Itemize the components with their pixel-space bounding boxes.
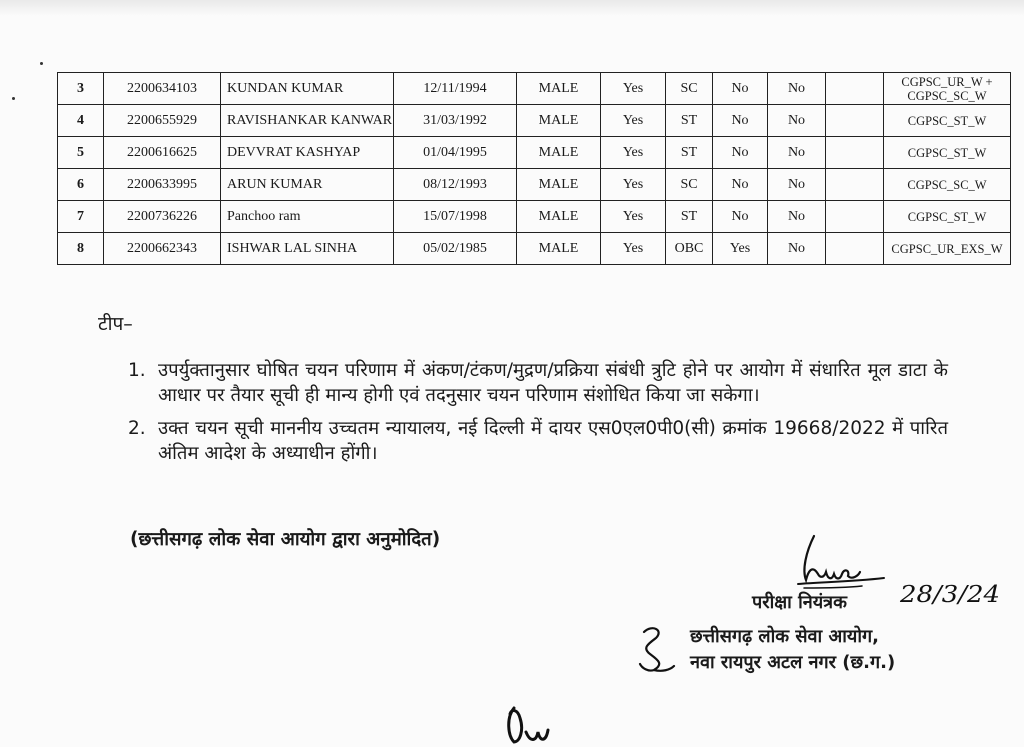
selection-category-line: CGPSC_UR_EXS_W <box>891 241 1003 256</box>
signature-date <box>898 574 1006 614</box>
category-cell: ST <box>666 105 713 137</box>
selection-category-line: CGPSC_SC_W <box>907 88 987 103</box>
serial-number-cell: 6 <box>58 169 104 201</box>
column-8-cell: Yes <box>713 233 768 265</box>
note-number: 2. <box>128 418 146 439</box>
office-name-line1: छत्तीसगढ़ लोक सेवा आयोग, <box>690 626 879 647</box>
selection-category-line: CGPSC_ST_W <box>907 145 987 160</box>
date-of-birth-cell: 15/07/1998 <box>394 201 517 233</box>
column-10-cell <box>826 233 884 265</box>
column-9-cell: No <box>768 73 826 105</box>
candidate-name-cell: KUNDAN KUMAR <box>221 73 394 105</box>
date-of-birth-cell: 01/04/1995 <box>394 137 517 169</box>
category-cell: SC <box>666 169 713 201</box>
selection-category-cell <box>884 169 1011 201</box>
table-row <box>58 137 1011 169</box>
gender-cell: MALE <box>517 73 601 105</box>
column-8-cell: No <box>713 201 768 233</box>
ink-speck <box>12 97 15 100</box>
gender-cell: MALE <box>517 105 601 137</box>
candidate-name-cell: Panchoo ram <box>221 201 394 233</box>
selection-category-cell <box>884 233 1011 265</box>
date-of-birth-cell: 12/11/1994 <box>394 73 517 105</box>
selection-category-line: CGPSC_SC_W <box>907 177 987 192</box>
selection-category-cell <box>884 137 1011 169</box>
roll-number-cell: 2200616625 <box>104 137 221 169</box>
table-row <box>58 201 1011 233</box>
candidate-name-cell: DEVVRAT KASHYAP <box>221 137 394 169</box>
serial-number-cell: 3 <box>58 73 104 105</box>
column-10-cell <box>826 105 884 137</box>
notes-list <box>128 358 948 474</box>
domicile-cell: Yes <box>601 137 666 169</box>
results-table <box>57 72 1011 265</box>
selection-category-cell <box>884 105 1011 137</box>
category-cell: OBC <box>666 233 713 265</box>
column-10-cell <box>826 137 884 169</box>
column-8-cell: No <box>713 137 768 169</box>
bottom-initial-mark <box>500 702 570 747</box>
roll-number-cell: 2200633995 <box>104 169 221 201</box>
column-9-cell: No <box>768 169 826 201</box>
roll-number-cell: 2200736226 <box>104 201 221 233</box>
note-item <box>128 416 948 466</box>
selection-category-line: CGPSC_ST_W <box>907 209 987 224</box>
roll-number-cell: 2200634103 <box>104 73 221 105</box>
domicile-cell: Yes <box>601 73 666 105</box>
results-table-body <box>58 73 1011 265</box>
note-item <box>128 358 948 408</box>
serial-number-cell: 5 <box>58 137 104 169</box>
candidate-name-cell: ARUN KUMAR <box>221 169 394 201</box>
category-cell: ST <box>666 201 713 233</box>
domicile-cell: Yes <box>601 169 666 201</box>
gender-cell: MALE <box>517 137 601 169</box>
date-of-birth-cell: 08/12/1993 <box>394 169 517 201</box>
domicile-cell: Yes <box>601 233 666 265</box>
serial-number-cell: 8 <box>58 233 104 265</box>
date-of-birth-cell: 05/02/1985 <box>394 233 517 265</box>
date-of-birth-cell: 31/03/1992 <box>394 105 517 137</box>
column-8-cell: No <box>713 105 768 137</box>
selection-category-cell <box>884 201 1011 233</box>
page-top-edge <box>0 0 1024 16</box>
domicile-cell: Yes <box>601 105 666 137</box>
gender-cell: MALE <box>517 233 601 265</box>
category-cell: SC <box>666 73 713 105</box>
serial-number-cell: 7 <box>58 201 104 233</box>
table-row <box>58 233 1011 265</box>
column-9-cell: No <box>768 137 826 169</box>
selection-category-line: CGPSC_ST_W <box>907 113 987 128</box>
ink-speck <box>40 62 43 65</box>
note-text: उक्त चयन सूची माननीय उच्चतम न्यायालय, नई दिल्ली में दायर एस0एल0पी0(सी) क्रमांक 19668/2022 में पारित अंतिम आदेश के अध्याधीन होंगी। <box>158 418 948 464</box>
column-10-cell <box>826 73 884 105</box>
selection-category-cell <box>884 73 1011 105</box>
signature-date-text: 28/3/24 <box>898 582 1000 608</box>
column-9-cell: No <box>768 105 826 137</box>
domicile-cell: Yes <box>601 201 666 233</box>
candidate-name-cell: RAVISHANKAR KANWAR <box>221 105 394 137</box>
roll-number-cell: 2200662343 <box>104 233 221 265</box>
table-row <box>58 169 1011 201</box>
column-9-cell: No <box>768 233 826 265</box>
note-title: टीप– <box>98 313 133 335</box>
candidate-name-cell: ISHWAR LAL SINHA <box>221 233 394 265</box>
note-number: 1. <box>128 360 146 381</box>
office-name-line2: नवा रायपुर अटल नगर (छ.ग.) <box>690 652 896 673</box>
column-8-cell: No <box>713 73 768 105</box>
table-row <box>58 105 1011 137</box>
column-10-cell <box>826 201 884 233</box>
approval-text: (छत्तीसगढ़ लोक सेवा आयोग द्वारा अनुमोदित) <box>130 529 441 550</box>
column-10-cell <box>826 169 884 201</box>
initials-mark <box>634 620 678 676</box>
selection-category-line: CGPSC_UR_W + <box>901 74 993 89</box>
column-8-cell: No <box>713 169 768 201</box>
category-cell: ST <box>666 137 713 169</box>
table-row <box>58 73 1011 105</box>
signature-block <box>630 520 1010 680</box>
column-9-cell: No <box>768 201 826 233</box>
gender-cell: MALE <box>517 169 601 201</box>
roll-number-cell: 2200655929 <box>104 105 221 137</box>
gender-cell: MALE <box>517 201 601 233</box>
signatory-title: परीक्षा नियंत्रक <box>752 592 847 613</box>
note-text: उपर्युक्तानुसार घोषित चयन परिणाम में अंकण/टंकण/मुद्रण/प्रक्रिया संबंधी त्रुटि होने पर आयोग में संधारित मूल डाटा के आधार पर तैयार सूची ही मान्य होगी एवं तदनुसार चयन परिणाम संशोधित किया जा सकेगा। <box>158 360 948 406</box>
serial-number-cell: 4 <box>58 105 104 137</box>
